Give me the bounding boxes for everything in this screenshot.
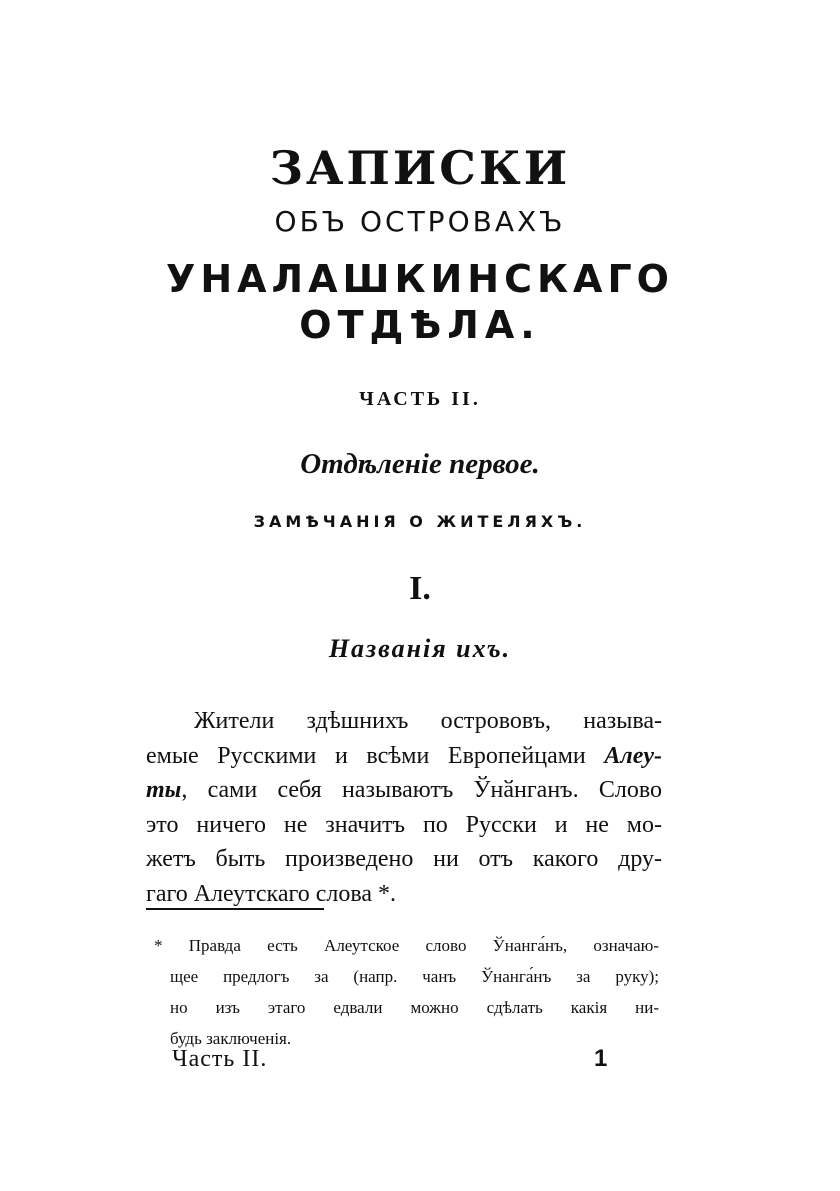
body-line-text: емые Русскими и всѣми Европейцами: [146, 742, 605, 769]
signature-mark: Часть II.: [172, 1046, 268, 1072]
book-subtitle: ОБЪ ОСТРОВАХЪ: [274, 205, 566, 238]
footnote-line: щее предлогъ за (напр. чанъ Ўнанга́нъ за руку);: [170, 967, 659, 986]
body-line: Жители здѣшнихъ острововъ, называ-: [194, 708, 662, 734]
body-line: гаго Алеутскаго слова *.: [146, 880, 397, 907]
footnote-line: * Правда есть Алеутское слово Ўнанга́нъ, означаю-: [154, 936, 659, 955]
footnote-line: но изъ этаго едвали можно сдѣлать какія ни-: [170, 998, 659, 1017]
body-line: жетъ быть произведено ни отъ какого дру-: [146, 846, 662, 872]
chapter-heading: Названія ихъ.: [328, 634, 512, 663]
sheet-number: 1: [594, 1045, 608, 1072]
footnote: [154, 930, 659, 1054]
chapter-numeral: I.: [409, 570, 431, 607]
book-title-line-1: УНАЛАШКИНСКАГО: [166, 257, 674, 301]
footnote-rule: [146, 908, 324, 910]
body-paragraph: [146, 704, 662, 911]
body-line: [146, 739, 662, 774]
body-line-italic: ты: [146, 777, 182, 803]
book-title-line-2: ОТДѢЛА.: [299, 303, 541, 347]
body-line: это ничего не значитъ по Русски и не мо-: [146, 811, 662, 838]
footnote-line: будь заключенія.: [170, 1029, 292, 1048]
section-heading: Отдѣленіе первое.: [300, 448, 540, 480]
body-line-italic: Алеу-: [604, 742, 662, 769]
body-line-text: , сами себя называютъ Ўнӑнганъ. Слово: [181, 777, 662, 803]
body-line: [146, 773, 662, 808]
part-heading: ЧАСТЬ II.: [359, 388, 481, 410]
remarks-heading: ЗАМѢЧАНІЯ О ЖИТЕЛЯХЪ.: [253, 512, 587, 531]
book-title: ЗАПИСКИ: [269, 141, 571, 195]
